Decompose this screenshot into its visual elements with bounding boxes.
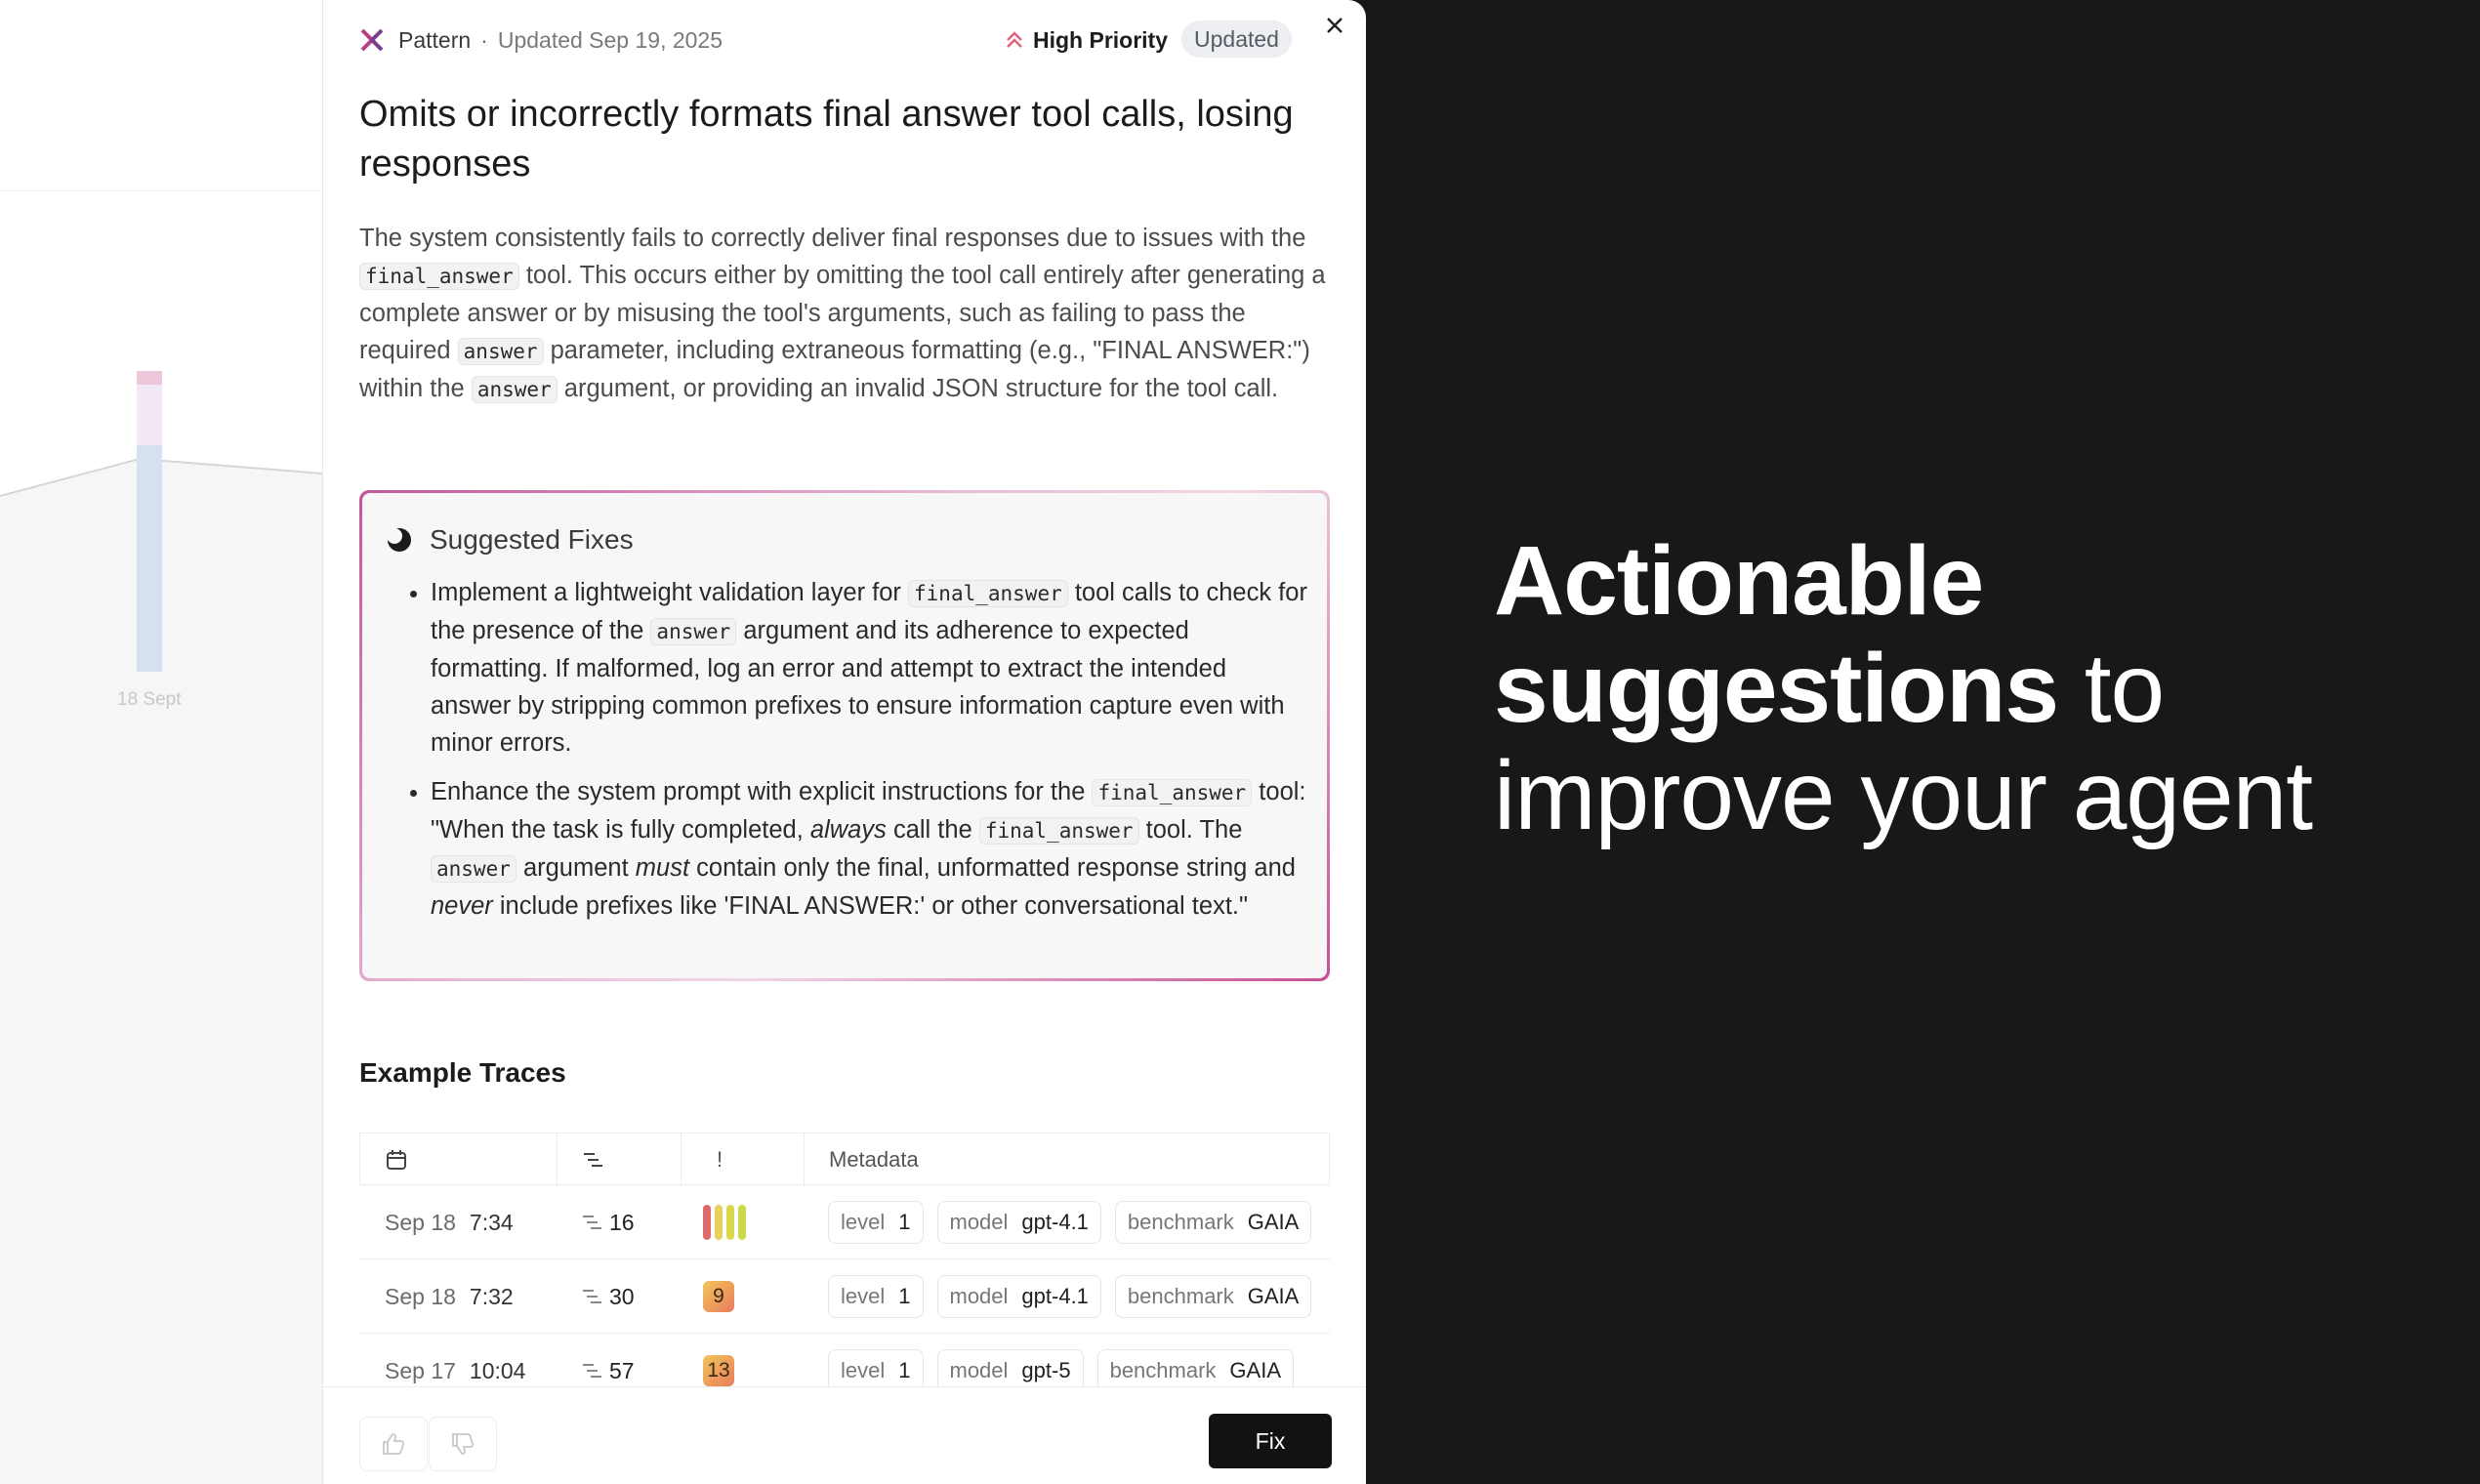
hero-bold-text: Actionable suggestions xyxy=(1494,526,2058,743)
fix-item: • Implement a lightweight validation layer for final_answer tool calls to check for the presence of the answer argument and its adherence to expected formatting. If malformed, log an error and attempt to extract the intended answer by stripping common prefixes to ensure information capture even with minor errors. xyxy=(431,574,1309,762)
table-header xyxy=(359,1133,1330,1185)
spans-icon xyxy=(582,1214,603,1231)
issue-description: The system consistently fails to correctly deliver final responses due to issues with the final_answer tool. This occurs either by omitting the tool call entirely after generating a complete answer or by misusing the tool's arguments, such as failing to pass the required answer parameter, including extraneous formatting (e.g., "FINAL ANSWER:") within the answer argument, or providing an invalid JSON structure for the tool call. xyxy=(359,225,1326,402)
table-row[interactable]: Sep 17 10:04 57 13 level 1 model gpt-5 benchmark GAIA xyxy=(359,1334,1330,1408)
issue-kind: Pattern xyxy=(398,26,472,53)
spans-icon xyxy=(582,1362,603,1380)
moon-icon xyxy=(385,525,414,555)
metadata-tag: level 1 xyxy=(828,1349,924,1392)
issue-title: Omits or incorrectly formats final answer tool calls, losing responses xyxy=(359,94,1294,185)
hero-headline xyxy=(1494,527,2431,849)
suggested-fixes-card xyxy=(359,490,1330,981)
calendar-icon[interactable] xyxy=(386,1134,407,1186)
example-traces-title: Example Traces xyxy=(359,1057,566,1088)
traces-table xyxy=(359,1133,1330,1408)
thumbs-down-button[interactable] xyxy=(429,1417,497,1471)
thumbs-up-icon xyxy=(381,1431,406,1457)
metadata-tag: model gpt-4.1 xyxy=(937,1275,1101,1318)
close-icon[interactable] xyxy=(1321,12,1348,39)
errors-header[interactable]: ! xyxy=(717,1147,723,1172)
separator-dot: · xyxy=(480,26,488,53)
metadata-tag: benchmark GAIA xyxy=(1097,1349,1294,1392)
status-badge: Updated xyxy=(1181,21,1292,58)
x-axis-label: 18 Sept xyxy=(117,689,182,710)
background-chart xyxy=(0,0,322,1484)
table-row[interactable]: Sep 18 7:32 30 9 level 1 model gpt-4.1 benchmark GAIA xyxy=(359,1259,1330,1334)
table-row[interactable]: Sep 18 7:34 16 level 1 model gpt-4.1 benchmark GAIA xyxy=(359,1185,1330,1259)
metadata-tag: level 1 xyxy=(828,1275,924,1318)
panel-header xyxy=(359,25,1330,55)
hero-text-line2: improve your agent xyxy=(1494,741,2313,850)
thumbs-up-button[interactable] xyxy=(359,1417,428,1471)
inline-code: answer xyxy=(458,338,544,365)
spans-icon xyxy=(582,1288,603,1305)
panel-footer xyxy=(323,1386,1366,1484)
thumbs-down-icon xyxy=(450,1431,475,1457)
pattern-logo-icon xyxy=(359,27,385,53)
priority-indicator xyxy=(1004,25,1168,55)
inline-code: final_answer xyxy=(359,263,519,290)
fix-item: • Enhance the system prompt with explicit instructions for the final_answer tool: "When the task is fully completed, always call the final_answer tool. The answer argument must contain only the final, unformatted response string and never include prefixes like 'FINAL ANSWER:' or other conversational text." xyxy=(431,773,1309,925)
priority-label: High Priority xyxy=(1033,26,1169,53)
issue-detail-panel xyxy=(322,0,1366,1484)
fixes-title: Suggested Fixes xyxy=(430,524,634,555)
chevrons-up-icon xyxy=(1004,28,1025,52)
metadata-tag: model gpt-5 xyxy=(937,1349,1084,1392)
spans-header-icon[interactable] xyxy=(583,1134,604,1186)
updated-date: Updated Sep 19, 2025 xyxy=(497,26,723,53)
metadata-tag: benchmark GAIA xyxy=(1115,1201,1311,1244)
score-badge: 13 xyxy=(703,1355,734,1386)
score-badge: 9 xyxy=(703,1281,734,1312)
metadata-tag: level 1 xyxy=(828,1201,924,1244)
background-panel xyxy=(0,0,322,1484)
inline-code: answer xyxy=(472,376,558,403)
metadata-tag: model gpt-4.1 xyxy=(937,1201,1101,1244)
hero-text: to xyxy=(2057,634,2165,743)
fixes-list xyxy=(431,574,1309,936)
fix-button[interactable]: Fix xyxy=(1209,1414,1332,1468)
metadata-tag: benchmark GAIA xyxy=(1115,1275,1311,1318)
score-bars xyxy=(703,1205,746,1240)
metadata-header[interactable]: Metadata xyxy=(829,1147,919,1172)
